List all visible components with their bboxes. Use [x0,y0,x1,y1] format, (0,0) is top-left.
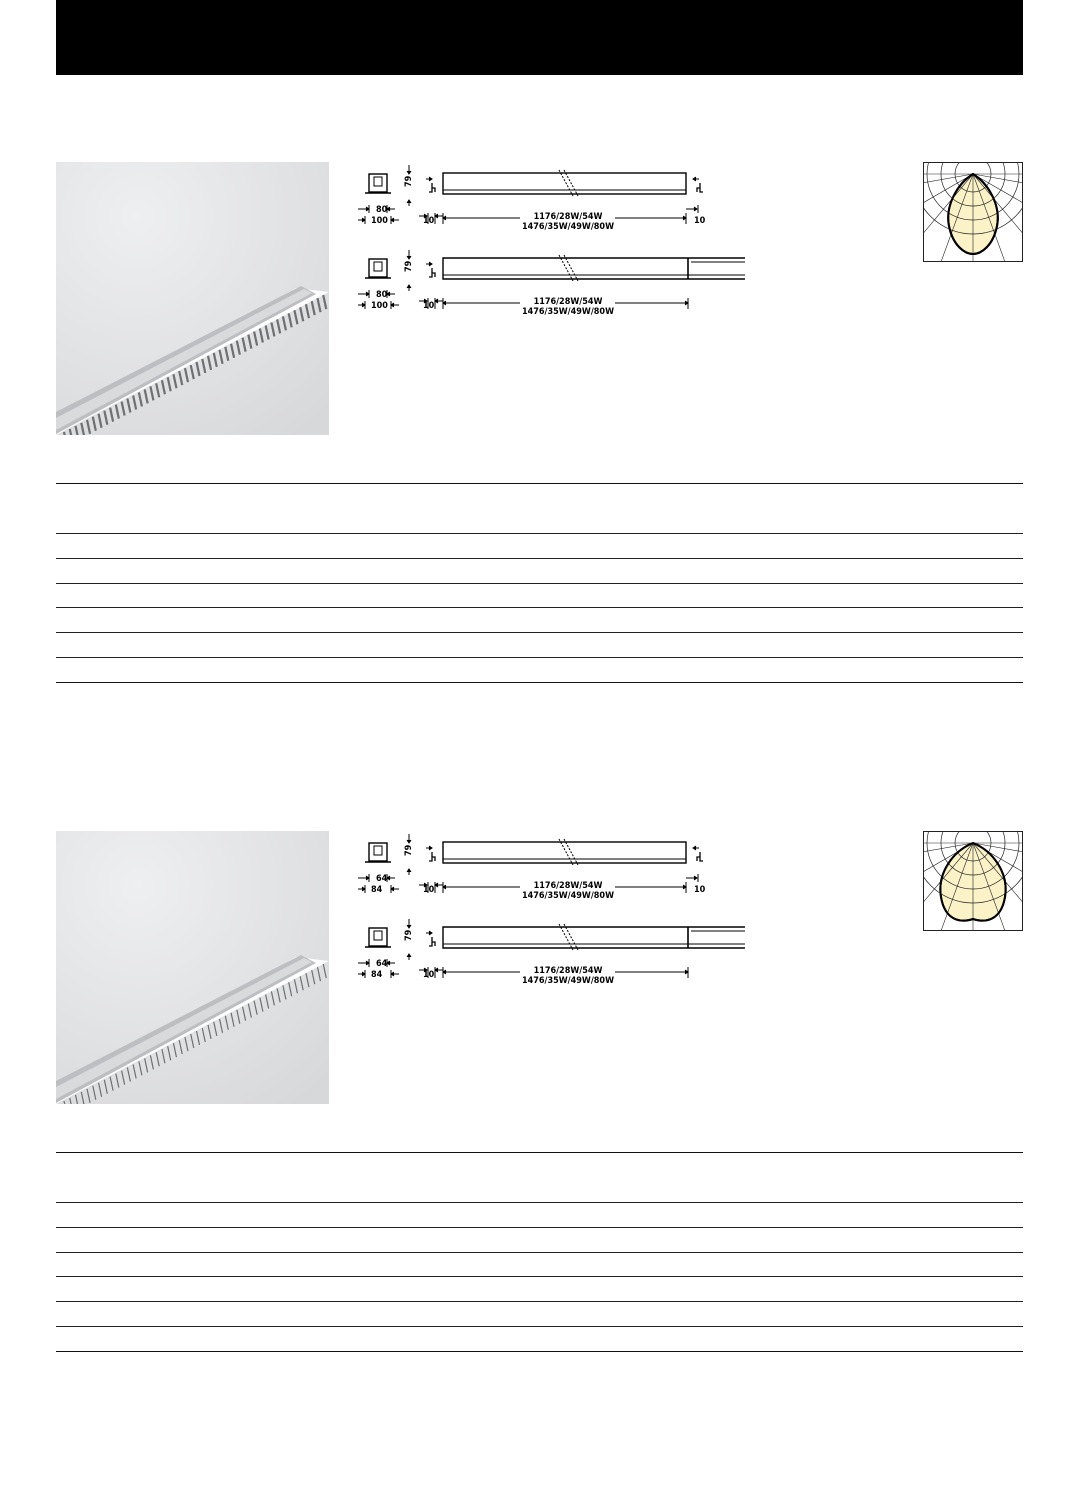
table-header-rule [56,1152,1023,1153]
end-view-icon [365,174,391,193]
length-label-2: 1476/35W/49W/80W [521,976,615,986]
table-header-rule [56,483,1023,484]
length-label-1: 1176/28W/54W [533,966,603,976]
length-label-2: 1476/35W/49W/80W [521,222,615,232]
end-view-icon [365,843,391,862]
dimension-drawing [355,162,755,322]
end-left-dimension: 10 [423,216,435,226]
height-dimension: 79 [404,929,414,941]
inner-width-dimension: 80 [376,205,388,215]
table-row-rule [56,1276,1023,1277]
dimension-drawing [355,831,755,991]
table-row-rule [56,1351,1023,1352]
table-row-rule [56,632,1023,633]
outer-width-dimension: 84 [371,970,383,980]
luminaire-photo [56,162,329,435]
outer-width-dimension: 100 [371,216,388,226]
header-bar [56,0,1023,75]
end-left-dimension: 10 [423,885,435,895]
inner-width-dimension: 64 [376,874,388,884]
end-right-dimension: 10 [694,885,706,895]
inner-width-dimension: 64 [376,959,388,969]
table-row-rule [56,1227,1023,1228]
table-row-rule [56,657,1023,658]
end-right-dimension: 10 [694,216,706,226]
table-row-rule [56,1326,1023,1327]
length-label-1: 1176/28W/54W [533,212,603,222]
length-label-2: 1476/35W/49W/80W [521,307,615,317]
end-left-dimension: 10 [423,301,435,311]
length-label-1: 1176/28W/54W [533,881,603,891]
inner-width-dimension: 80 [376,290,388,300]
table-row-rule [56,583,1023,584]
table-row-rule [56,1202,1023,1203]
polar-light-distribution-icon [923,831,1023,931]
table-row-rule [56,558,1023,559]
length-label-2: 1476/35W/49W/80W [521,891,615,901]
polar-light-distribution-icon [923,162,1023,262]
height-dimension: 79 [404,175,414,187]
luminaire-photo [56,831,329,1104]
length-label-1: 1176/28W/54W [533,297,603,307]
table-row-rule [56,1252,1023,1253]
table-row-rule [56,607,1023,608]
outer-width-dimension: 84 [371,885,383,895]
product-section-2 [0,831,1084,1391]
table-row-rule [56,1301,1023,1302]
table-row-rule [56,682,1023,683]
table-row-rule [56,533,1023,534]
end-left-dimension: 10 [423,970,435,980]
outer-width-dimension: 100 [371,301,388,311]
product-section-1 [0,162,1084,722]
height-dimension: 79 [404,844,414,856]
height-dimension: 79 [404,260,414,272]
